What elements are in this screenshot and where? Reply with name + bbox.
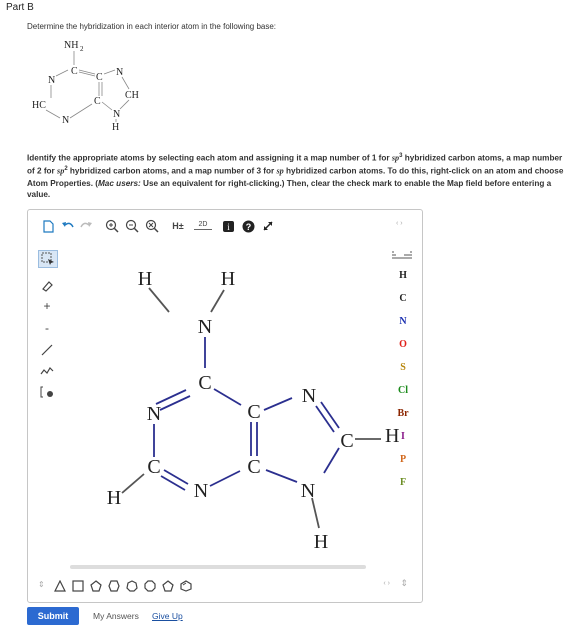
- shape-scroll-arrows[interactable]: ⇕: [38, 580, 45, 589]
- svg-text:N: N: [116, 67, 124, 78]
- molecule-editor[interactable]: [27, 209, 423, 603]
- element-palette: [386, 220, 420, 520]
- left-toolbar: [28, 242, 66, 442]
- element-br[interactable]: Br: [397, 408, 409, 419]
- element-c[interactable]: C: [399, 293, 407, 304]
- svg-text:H: H: [112, 122, 120, 133]
- adenine-thumbnail: [24, 34, 174, 138]
- element-f[interactable]: F: [399, 477, 407, 488]
- molecule-canvas[interactable]: [66, 242, 384, 562]
- bond-tool-icon[interactable]: [38, 342, 56, 358]
- hexagon-ring-icon[interactable]: [108, 580, 120, 592]
- atom-c-8[interactable]: C: [340, 430, 354, 452]
- my-answers-label: My Answers: [93, 611, 139, 621]
- benzene-ring-icon[interactable]: [180, 580, 192, 592]
- element-i[interactable]: I: [401, 431, 405, 442]
- svg-text:C: C: [71, 66, 78, 77]
- atom-c-5[interactable]: C: [247, 401, 261, 423]
- chain-tool-icon[interactable]: [38, 362, 56, 378]
- element-s[interactable]: S: [400, 362, 406, 373]
- svg-text:N: N: [48, 75, 56, 86]
- negative-charge-icon[interactable]: -: [45, 321, 49, 335]
- shape-toolbar: [28, 572, 422, 600]
- add-hydrogens-button[interactable]: H±: [172, 221, 184, 231]
- undo-icon[interactable]: [60, 218, 76, 234]
- svg-text:?: ?: [245, 221, 251, 232]
- svg-text:CH: CH: [125, 90, 139, 101]
- zoom-in-icon[interactable]: [104, 218, 120, 234]
- submit-button[interactable]: Submit: [27, 607, 79, 625]
- new-doc-icon[interactable]: [40, 218, 56, 234]
- svg-text:C: C: [96, 72, 103, 83]
- svg-text:i: i: [226, 221, 230, 232]
- info-icon[interactable]: [220, 218, 236, 234]
- expand-icon[interactable]: [260, 218, 276, 234]
- element-h[interactable]: H: [399, 270, 407, 281]
- pentagon-ring-icon[interactable]: [90, 580, 102, 592]
- molecule-atoms: [107, 268, 354, 553]
- part-label: Part B: [6, 2, 34, 13]
- select-tool-icon[interactable]: [38, 250, 58, 268]
- give-up-link[interactable]: Give Up: [152, 611, 183, 621]
- question-prompt: Determine the hybridization in each interior atom in the following base:: [27, 22, 277, 31]
- triangle-ring-icon[interactable]: [54, 580, 66, 592]
- svg-text:N: N: [62, 115, 70, 126]
- atom-h-2[interactable]: H: [220, 268, 236, 290]
- svg-text:N: N: [113, 109, 121, 120]
- svg-text:2: 2: [80, 45, 84, 53]
- atom-n-amino[interactable]: N: [197, 316, 213, 338]
- element-o[interactable]: O: [399, 339, 407, 350]
- atom-h-1[interactable]: H: [137, 268, 153, 290]
- answer-footer: [27, 607, 327, 625]
- atom-n-9[interactable]: N: [300, 480, 316, 502]
- element-p[interactable]: P: [399, 454, 407, 465]
- redo-icon[interactable]: [78, 218, 94, 234]
- atom-n-3[interactable]: N: [193, 480, 209, 502]
- clean-2d-button[interactable]: 2D: [194, 219, 212, 230]
- template-tool-icon[interactable]: [38, 384, 56, 400]
- positive-charge-icon[interactable]: +: [43, 299, 51, 313]
- eraser-icon[interactable]: [38, 278, 56, 294]
- atom-h-2c[interactable]: H: [106, 487, 122, 509]
- atom-n-7[interactable]: N: [301, 385, 317, 407]
- help-icon[interactable]: [240, 218, 256, 234]
- element-cl[interactable]: Cl: [398, 385, 408, 396]
- bottom-scroll-updown[interactable]: ⇕: [400, 578, 408, 588]
- bottom-scroll-arrows[interactable]: ‹ ›: [383, 580, 390, 587]
- heptagon-ring-icon[interactable]: [126, 580, 138, 592]
- element-n[interactable]: N: [399, 316, 407, 327]
- svg-text:HC: HC: [32, 100, 46, 111]
- square-ring-icon[interactable]: [72, 580, 84, 592]
- horizontal-scrollbar[interactable]: [70, 565, 366, 569]
- instructions: Identify the appropriate atoms by selecting each atom and assigning it a map number of 1 for $sp^3$ hybridized carbon atoms, a map number of 2 for $sp^2$ hybridized carbon atoms, and a map number of 3 for sp hybridized carbon atoms. To do this, right-click on an atom and choose Atom Properties. (Mac users: Use an equivalent for right-clicking.) Then, clear the check mark to enable the Map field before entering a value.: [27, 153, 564, 200]
- atom-c-4[interactable]: C: [247, 456, 261, 478]
- atom-h-8[interactable]: H: [385, 425, 400, 447]
- clear-icon[interactable]: [144, 218, 160, 234]
- atom-n-1[interactable]: N: [146, 403, 162, 425]
- octagon-ring-icon[interactable]: [144, 580, 156, 592]
- palette-scroll-arrows[interactable]: ‹ ›: [396, 220, 403, 227]
- pentagon-alt-ring-icon[interactable]: [162, 580, 174, 592]
- svg-text:C: C: [94, 96, 101, 107]
- atom-c-2[interactable]: C: [147, 456, 161, 478]
- thumb-nh2: NH: [64, 40, 79, 51]
- atom-c-6[interactable]: C: [198, 372, 212, 394]
- periodic-table-icon[interactable]: [392, 248, 414, 258]
- zoom-out-icon[interactable]: [124, 218, 140, 234]
- atom-h-9[interactable]: H: [313, 531, 329, 553]
- editor-toolbar: [28, 210, 422, 242]
